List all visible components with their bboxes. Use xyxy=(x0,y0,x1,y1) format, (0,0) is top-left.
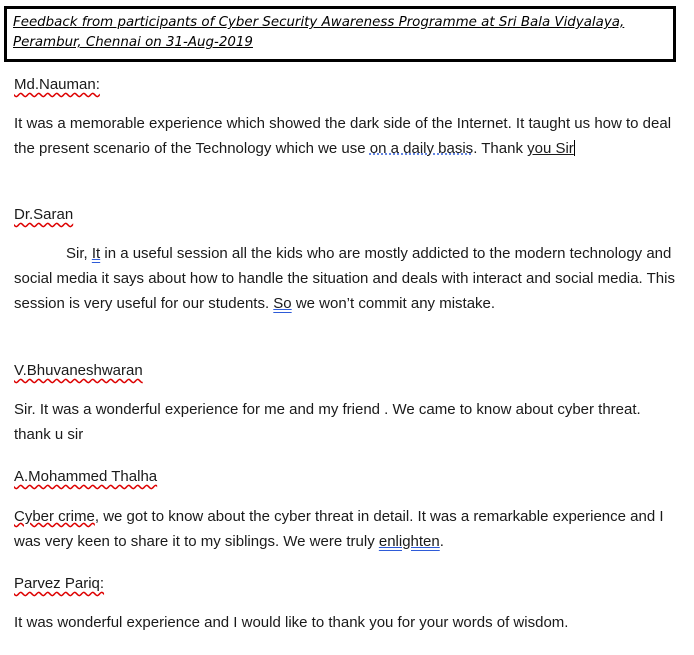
feedback-text: It was a memorable experience which showed the dark side of the Internet. It taught us how to deal the present scenario of the Technology which we use xyxy=(14,115,672,157)
participant-name-pariq: Parvez Pariq: xyxy=(14,575,105,592)
grammar-flag: enlighten xyxy=(378,533,440,550)
feedback-bhuvaneshwaran: Sir. It was a wonderful experience for me and my friend . We came to know about cyber threat. thank u sir xyxy=(14,401,641,443)
feedback-pariq: It was wonderful experience and I would like to thank you for your words of wisdom. xyxy=(14,614,569,631)
feedback-thalha xyxy=(14,504,679,554)
feedback-text: . xyxy=(439,533,444,550)
text-cursor xyxy=(574,140,575,156)
spelling-flag: Cyber crime xyxy=(14,508,95,525)
feedback-nauman xyxy=(14,111,679,161)
feedback-text: . Thank xyxy=(473,140,528,157)
feedback-text: in a useful session all the kids who are mostly addicted to the modern technology and social media it says about how to handle the situation and deals with interact and social media. This session is very useful for our students. xyxy=(14,245,675,312)
feedback-saran xyxy=(14,241,679,316)
feedback-text: we won’t commit any mistake. xyxy=(291,295,496,312)
participant-name-bhuvaneshwaran: V.Bhuvaneshwaran xyxy=(14,362,143,379)
participant-name-thalha: A.Mohammed Thalha xyxy=(14,468,158,485)
feedback-text: you Sir xyxy=(527,140,574,157)
title-line-2: Perambur, Chennai on 31-Aug-2019 xyxy=(13,35,253,50)
feedback-text: Sir, xyxy=(66,245,92,262)
feedback-text: , we got to know about the cyber threat in detail. It was a remarkable experience and I was very keen to share it to my siblings. We were truly xyxy=(14,508,664,550)
participant-name-saran: Dr.Saran xyxy=(14,206,74,223)
grammar-flag: on a daily basis xyxy=(369,140,474,157)
grammar-flag: It xyxy=(91,245,101,262)
document-title-box xyxy=(4,6,676,62)
grammar-flag: So xyxy=(273,295,292,312)
title-line-1: Feedback from participants of Cyber Security Awareness Programme at Sri Bala Vidyalaya, xyxy=(13,15,625,30)
participant-name-nauman: Md.Nauman: xyxy=(14,76,100,93)
